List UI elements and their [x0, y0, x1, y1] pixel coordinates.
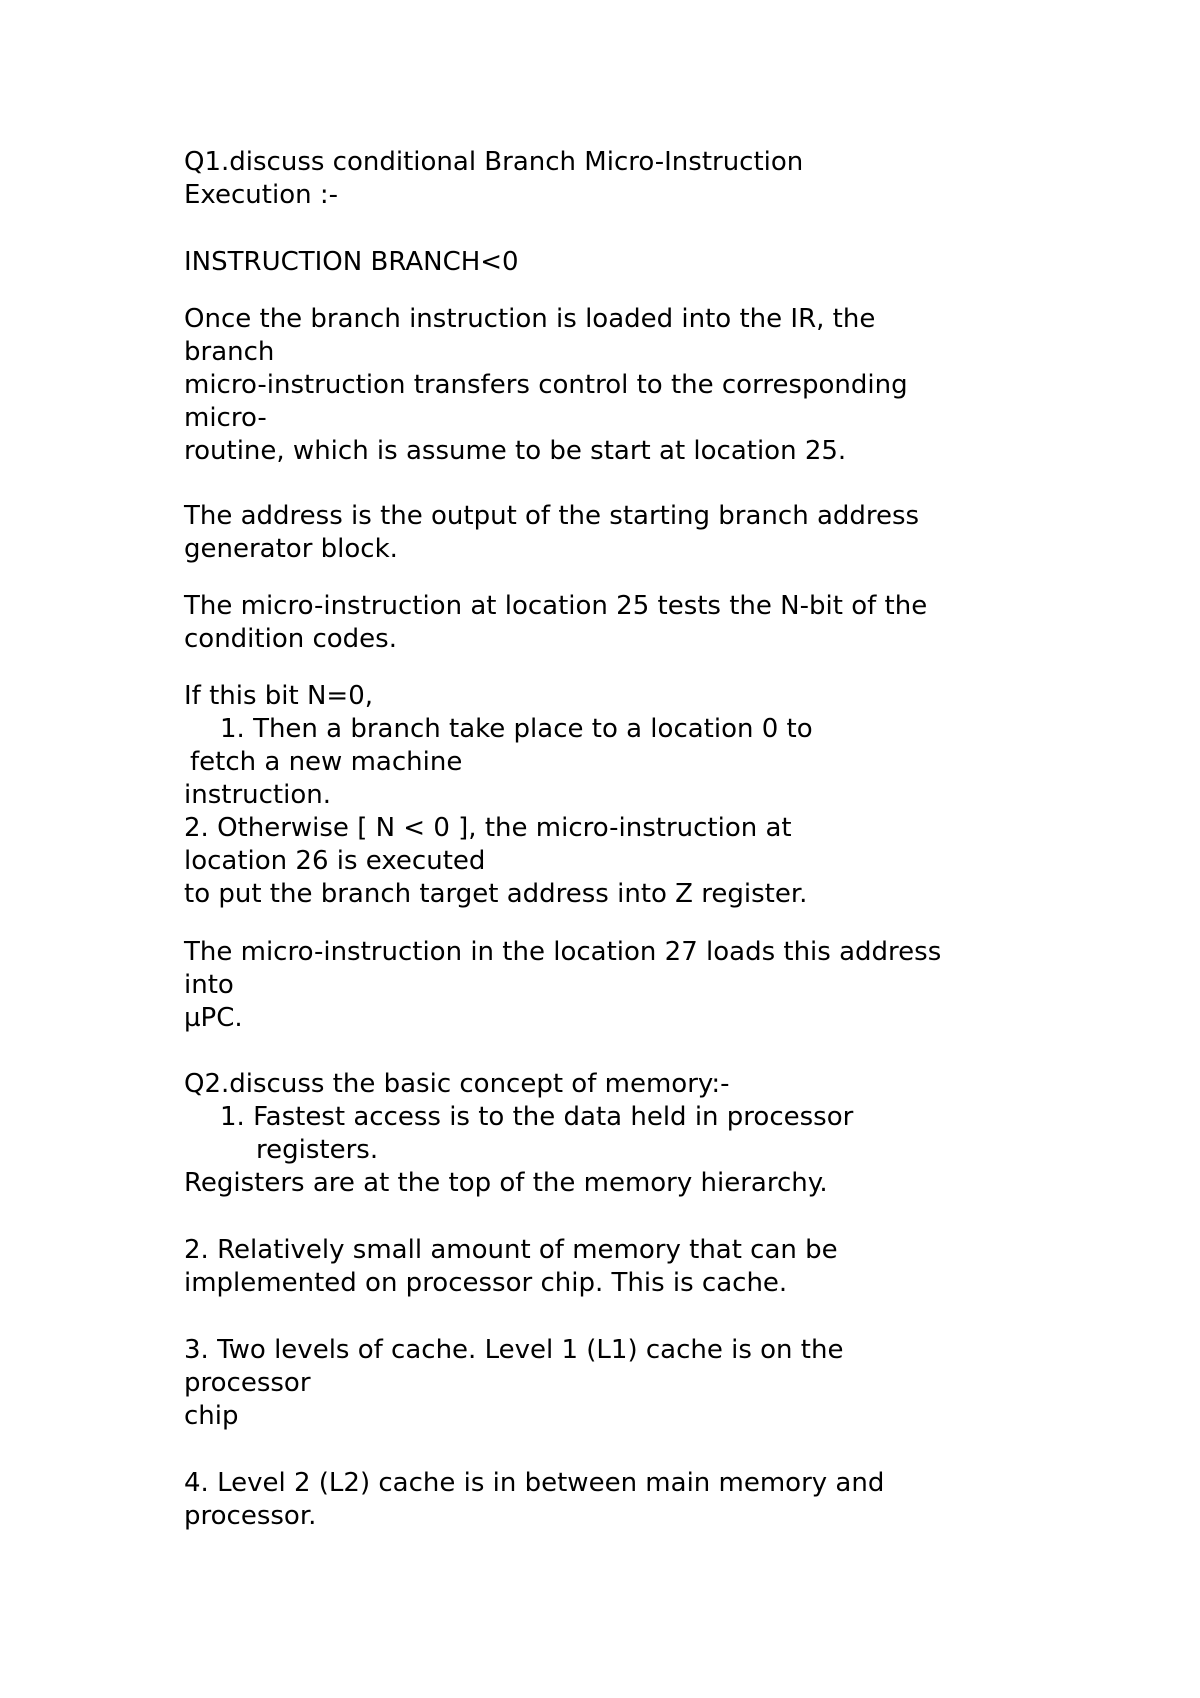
q1-item1-line: 1. Then a branch take place to a location 0 to	[220, 714, 813, 744]
q1-title-line1: Q1.discuss conditional Branch Micro-Instruction	[184, 147, 804, 177]
q1-heading: INSTRUCTION BRANCH<0	[184, 247, 519, 277]
q1-para1-line: micro-	[184, 403, 267, 433]
q1-item2-line: 2. Otherwise [ N < 0 ], the micro-instruction at	[184, 813, 792, 843]
q2-item2-line: 2. Relatively small amount of memory that can be	[184, 1235, 838, 1265]
q1-para1-line: branch	[184, 337, 275, 367]
q1-condition: If this bit N=0,	[184, 681, 374, 711]
q2-title: Q2.discuss the basic concept of memory:-	[184, 1069, 730, 1099]
q2-item3-line: chip	[184, 1401, 239, 1431]
q2-item1-line: registers.	[256, 1135, 379, 1165]
q1-para3-line: condition codes.	[184, 624, 397, 654]
q2-item3-line: processor	[184, 1368, 311, 1398]
q1-para3-line: The micro-instruction at location 25 tests the N-bit of the	[184, 591, 928, 621]
q1-item1-line: fetch a new machine	[190, 747, 463, 777]
q1-para2-line: The address is the output of the starting branch address	[184, 501, 920, 531]
q1-item2-line: to put the branch target address into Z register.	[184, 879, 808, 909]
q1-para4-line: The micro-instruction in the location 27 loads this address	[184, 937, 942, 967]
q2-item4-line: processor.	[184, 1501, 317, 1531]
q1-para1-line: micro-instruction transfers control to the corresponding	[184, 370, 908, 400]
q1-para2-line: generator block.	[184, 534, 398, 564]
q2-item1-note: Registers are at the top of the memory hierarchy.	[184, 1168, 828, 1198]
q1-item1-line: instruction.	[184, 780, 331, 810]
q1-para1-line: Once the branch instruction is loaded into the IR, the	[184, 304, 876, 334]
q1-para4-line: µPC.	[184, 1003, 243, 1033]
q2-item2-line: implemented on processor chip. This is cache.	[184, 1268, 788, 1298]
q1-title-line2: Execution :-	[184, 180, 338, 210]
q1-item2-line: location 26 is executed	[184, 846, 486, 876]
q2-item4-line: 4. Level 2 (L2) cache is in between main memory and	[184, 1468, 885, 1498]
q2-item1-line: 1. Fastest access is to the data held in processor	[220, 1102, 854, 1132]
q1-para1-line: routine, which is assume to be start at location 25.	[184, 436, 847, 466]
q1-para4-line: into	[184, 970, 234, 1000]
q2-item3-line: 3. Two levels of cache. Level 1 (L1) cache is on the	[184, 1335, 844, 1365]
